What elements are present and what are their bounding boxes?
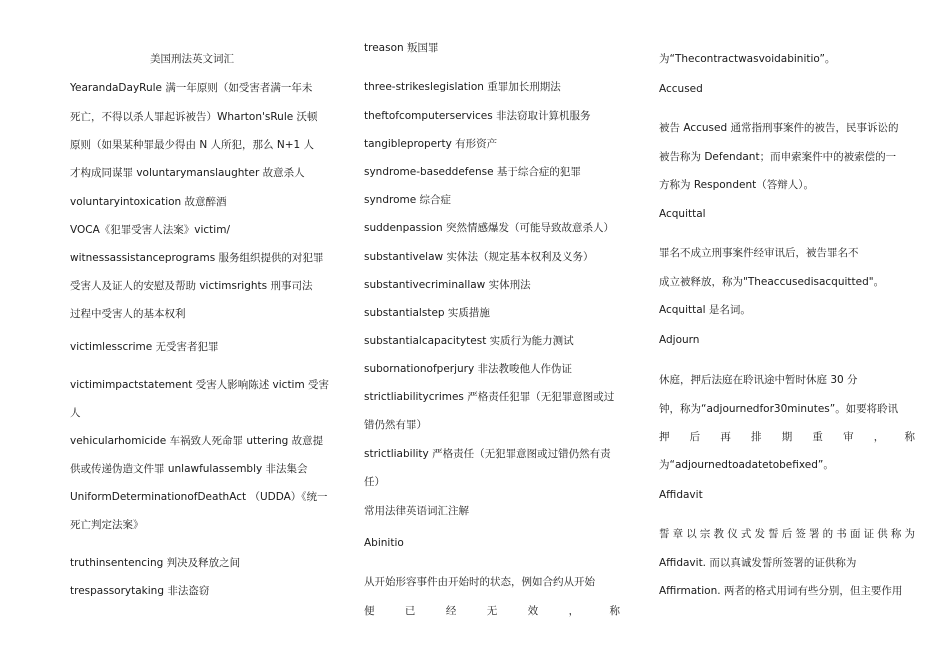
text-line: vehicularhomicide 车祸致人死命罪 uttering 故意提 [70,435,324,447]
text-line: 从开始形容事件由开始时的状态，例如合约从开始 [364,576,595,588]
text-line: treason 叛国罪 [364,42,439,54]
text-line: syndrome 综合症 [364,194,452,206]
text-line: 任） [364,476,385,488]
text-line: 原则（如果某种罪最少得由 N 人所犯，那么 N+1 人 [70,139,315,151]
text-line: YearandaDayRule 满一年原则（如受害者满一年未 [70,82,313,94]
text-line: UniformDeterminationofDeathAct （UDDA）《统一 [70,491,328,503]
text-line: VOCA《犯罪受害人法案》victim/ [70,224,230,236]
text-line: theftofcomputerservices 非法窃取计算机服务 [364,110,591,122]
text-line: truthinsentencing 判决及释放之间 [70,557,241,569]
text-line: 过程中受害人的基本权利 [70,308,186,320]
term-heading: Abinitio [364,537,404,549]
text-line: 被告 Accused 通常指刑事案件的被告，民事诉讼的 [659,122,899,134]
text-line: 便已经无效，称 [364,605,620,617]
text-line: substantivelaw 实体法（规定基本权利及义务） [364,251,594,263]
text-line: Acquittal 是名词。 [659,304,751,316]
text-line: witnessassistanceprograms 服务组织提供的对犯罪 [70,252,324,264]
text-line: 誓章以宗教仪式发誓后签署的书面证供称为 [659,528,915,540]
text-line: 为“Thecontractwasvoidabinitio”。 [659,53,836,65]
text-line: 死亡判定法案》 [70,519,144,531]
document-title: 美国刑法英文词汇 [150,53,234,65]
text-line: 为“adjournedtoadatetobefixed”。 [659,459,834,471]
text-line: 押后再排期重审，称 [659,431,915,443]
text-line: 方称为 Respondent（答辩人）。 [659,179,814,191]
text-line: trespassorytaking 非法盗窃 [70,585,210,597]
text-line: Affirmation. 两者的格式用词有些分别，但主要作用 [659,585,903,597]
text-line: Affidavit. 而以真诚发誓所签署的证供称为 [659,557,857,569]
term-heading: Accused [659,83,703,95]
text-line: 钟，称为“adjournedfor30minutes”。如要将聆讯 [659,403,899,415]
text-line: substantialstep 实质措施 [364,307,490,319]
text-line: 才构成同谋罪 voluntarymanslaughter 故意杀人 [70,167,305,179]
text-line: 供或传递伪造文件罪 unlawfulassembly 非法集会 [70,463,308,475]
term-heading: Acquittal [659,208,706,220]
text-line: voluntaryintoxication 故意醉酒 [70,196,227,208]
text-line: substantialcapacitytest 实质行为能力测试 [364,335,574,347]
text-line: substantivecriminallaw 实体刑法 [364,279,531,291]
text-line: victimlesscrime 无受害者犯罪 [70,341,219,353]
text-line: 受害人及证人的安慰及帮助 victimsrights 刑事司法 [70,280,313,292]
text-line: 错仍然有罪） [364,419,427,431]
text-line: 死亡，不得以杀人罪起诉被告）Wharton'sRule 沃顿 [70,111,318,123]
text-line: strictliability 严格责任（无犯罪意图或过错仍然有责 [364,448,611,460]
text-line: syndrome-baseddefense 基于综合症的犯罪 [364,166,581,178]
text-line: 被告称为 Defendant；而申索案件中的被索偿的一 [659,151,897,163]
text-line: 罪名不成立刑事案件经审讯后，被告罪名不 [659,247,859,259]
text-line: victimimpactstatement 受害人影响陈述 victim 受害 [70,379,330,391]
text-line: suddenpassion 突然情感爆发（可能导致故意杀人） [364,222,614,234]
text-line: 休庭，押后法庭在聆讯途中暂时休庭 30 分 [659,374,858,386]
text-line: subornationofperjury 非法教唆他人作伪证 [364,363,573,375]
text-line: 成立被释放，称为"Theaccusedisacquitted"。 [659,276,885,288]
term-heading: Adjourn [659,334,700,346]
text-line: 人 [70,407,81,419]
text-line: tangibleproperty 有形资产 [364,138,498,150]
text-line: three-strikeslegislation 重罪加长刑期法 [364,81,561,93]
term-heading: Affidavit [659,489,703,501]
text-line: strictliabilitycrimes 严格责任犯罪（无犯罪意图或过 [364,391,615,403]
section-heading: 常用法律英语词汇注解 [364,505,469,517]
